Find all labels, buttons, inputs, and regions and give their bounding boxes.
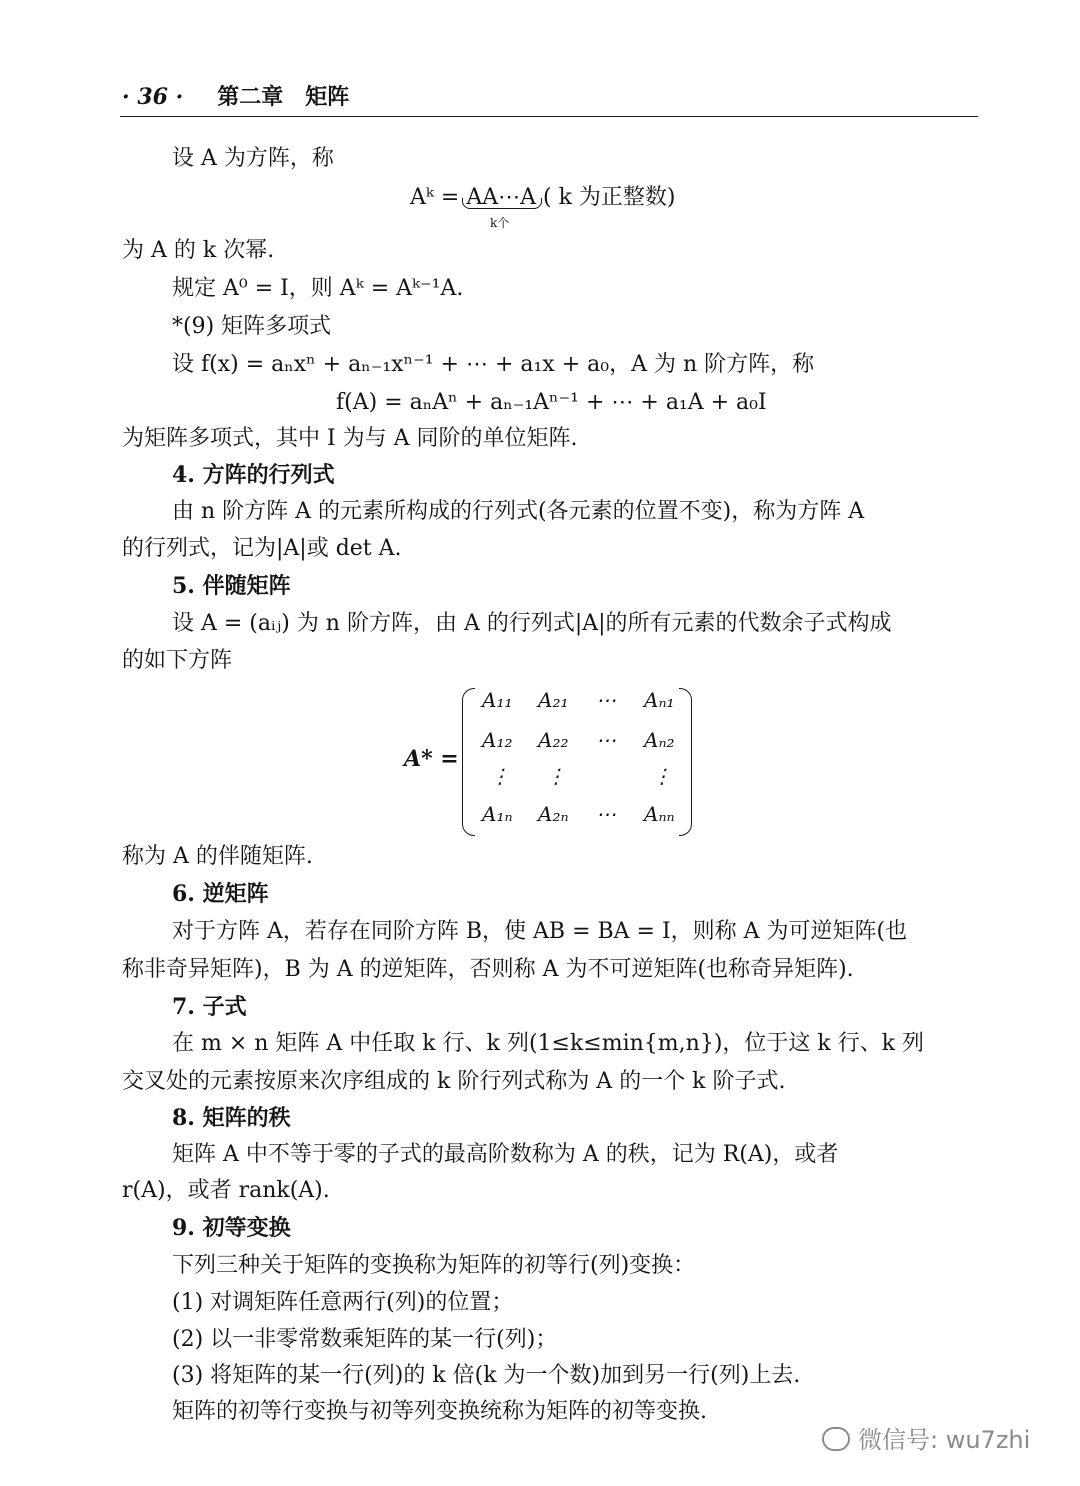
matrix-cell: ⋯: [596, 728, 616, 752]
matrix-cell: ⋮: [490, 764, 510, 788]
power-def: 为 A 的 k 次幂.: [122, 238, 275, 263]
adjugate-matrix: [462, 688, 692, 838]
chapter-title: 矩阵: [305, 84, 350, 110]
matrix-cell: Aₙ₂: [644, 728, 675, 752]
section-4-title: 4. 方阵的行列式: [172, 462, 335, 488]
power-formula: Aᵏ = AA⋯A ( k 为正整数): [410, 185, 676, 210]
section-6-line-2: 称非奇异矩阵)，B 为 A 的逆矩阵，否则称 A 为不可逆矩阵(也称奇异矩阵).: [122, 957, 854, 982]
section-9-summary: 矩阵的初等行变换与初等列变换统称为矩阵的初等变换.: [172, 1399, 707, 1424]
section-8-line-1: 矩阵 A 中不等于零的子式的最高阶数称为 A 的秩，记为 R(A)，或者: [172, 1142, 839, 1167]
watermark-text: 微信号: wu7zhi: [858, 1426, 1031, 1454]
section-5-title: 5. 伴随矩阵: [172, 573, 291, 599]
chapter-label: 第二章: [217, 84, 284, 110]
matrix-cell: A₁₂: [482, 728, 513, 752]
section-7-title: 7. 子式: [172, 994, 247, 1020]
section-9-title: 9. 初等变换: [172, 1215, 291, 1241]
matrix-cell: ⋯: [596, 802, 616, 826]
matrix-cell: ⋮: [546, 764, 566, 788]
section-8-title: 8. 矩阵的秩: [172, 1105, 291, 1131]
section-7-line-2: 交叉处的元素按原来次序组成的 k 阶行列式称为 A 的一个 k 阶子式.: [122, 1069, 786, 1094]
page-number: · 36 ·: [122, 84, 184, 110]
section-4-line-1: 由 n 阶方阵 A 的元素所构成的行列式(各元素的位置不变)，称为方阵 A: [172, 499, 865, 524]
matrix-cell: A₁₁: [482, 688, 513, 712]
poly-formula: f(A) = aₙAⁿ + aₙ₋₁Aⁿ⁻¹ + ⋯ + a₁A + a₀I: [336, 390, 767, 415]
underbrace-label: k个: [490, 216, 510, 230]
power-rule: 规定 A⁰ = I，则 Aᵏ = Aᵏ⁻¹A.: [172, 276, 464, 301]
section-9-item-3: (3) 将矩阵的某一行(列)的 k 倍(k 为一个数)加到另一行(列)上去.: [172, 1363, 801, 1388]
poly-heading: *(9) 矩阵多项式: [172, 314, 332, 339]
matrix-cell: Aₙ₁: [644, 688, 675, 712]
matrix-left-paren: [462, 688, 475, 836]
matrix-cell: ⋮: [652, 764, 672, 788]
running-header: [122, 80, 349, 111]
poly-intro: 设 f(x) = aₙxⁿ + aₙ₋₁xⁿ⁻¹ + ⋯ + a₁x + a₀，A 为 n 阶方阵，称: [172, 352, 815, 377]
matrix-cell: A₂₁: [538, 688, 569, 712]
section-9-item-1: (1) 对调矩阵任意两行(列)的位置；: [172, 1290, 514, 1315]
section-5-line-2: 的如下方阵: [122, 648, 233, 673]
section-7-line-1: 在 m × n 矩阵 A 中任取 k 行、k 列(1≤k≤min{m,n})，位于这 k 行、k 列: [172, 1031, 925, 1056]
underbrace: [462, 198, 542, 209]
section-5-line-3: 称为 A 的伴随矩阵.: [122, 844, 313, 869]
power-intro: 设 A 为方阵，称: [172, 146, 334, 171]
section-9-intro: 下列三种关于矩阵的变换称为矩阵的初等行(列)变换：: [172, 1253, 696, 1278]
matrix-cell: A₁ₙ: [482, 802, 513, 826]
wechat-icon: [822, 1427, 850, 1451]
watermark: [822, 1420, 1030, 1455]
section-4-line-2: 的行列式，记为|A|或 det A.: [122, 536, 402, 561]
matrix-cell: ⋯: [596, 688, 616, 712]
section-6-line-1: 对于方阵 A，若存在同阶方阵 B，使 AB = BA = I，则称 A 为可逆矩阵(也: [172, 919, 908, 944]
section-6-title: 6. 逆矩阵: [172, 881, 269, 907]
matrix-right-paren: [679, 688, 692, 836]
section-9-item-2: (2) 以一非零常数乘矩阵的某一行(列)；: [172, 1327, 558, 1352]
section-5-line-1: 设 A = (aᵢⱼ) 为 n 阶方阵，由 A 的行列式|A|的所有元素的代数余子式构成: [172, 611, 892, 636]
adjugate-label: A* =: [404, 746, 459, 772]
matrix-cell: A₂ₙ: [538, 802, 569, 826]
matrix-cell: Aₙₙ: [644, 802, 675, 826]
section-8-line-2: r(A)，或者 rank(A).: [122, 1178, 330, 1203]
poly-def: 为矩阵多项式，其中 I 为与 A 同阶的单位矩阵.: [122, 426, 578, 451]
matrix-cell: A₂₂: [538, 728, 569, 752]
header-rule: [120, 116, 978, 117]
